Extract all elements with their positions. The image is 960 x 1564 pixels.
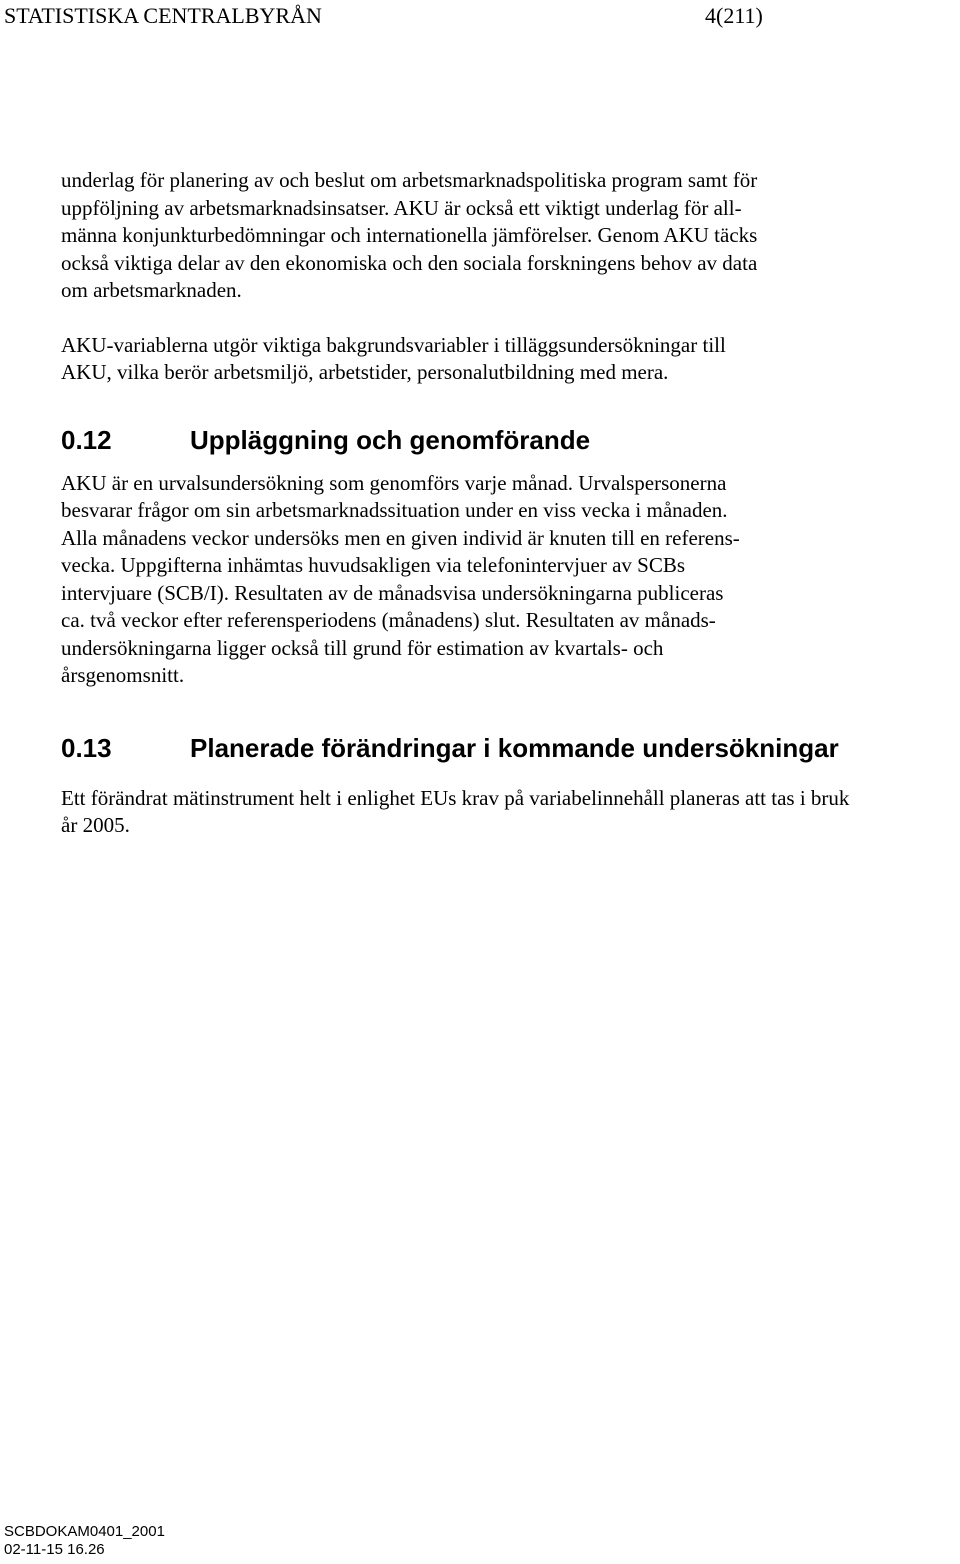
text-line: år 2005. — [61, 813, 130, 837]
text-line: AKU, vilka berör arbetsmiljö, arbetstider, personalutbildning med mera. — [61, 360, 669, 384]
text-line: AKU-variablerna utgör viktiga bakgrundsvariabler i tilläggsundersökningar till — [61, 332, 726, 357]
section-gap — [61, 690, 959, 727]
section-number: 0.12 — [61, 424, 112, 455]
text-line: undersökningarna ligger också till grund för estimation av kvartals- och — [61, 635, 664, 660]
section-title: Planerade förändringar i kommande undersökningar — [190, 732, 839, 763]
text-line: ca. två veckor efter referensperiodens (månadens) slut. Resultaten av månads- — [61, 608, 716, 632]
text-line: Ett förändrat mätinstrument helt i enlighet EUs krav på variabelinnehåll planeras att tas i bruk — [61, 785, 850, 810]
text-line: besvarar frågor om sin arbetsmarknadssituation under en viss vecka i månaden. — [61, 498, 728, 522]
section-number: 0.13 — [61, 732, 112, 763]
document-id: SCBDOKAM0401_2001 — [4, 1523, 165, 1540]
text-line: årsgenomsnitt. — [61, 663, 185, 687]
text-line: intervjuare (SCB/I). Resultaten av de månadsvisa undersökningarna publiceras — [61, 580, 724, 605]
text-line: Alla månadens veckor undersöks men en given individ är knuten till en referens- — [61, 525, 740, 550]
document-body — [61, 167, 959, 840]
paragraph-gap — [61, 305, 959, 332]
page-footer — [4, 1523, 165, 1559]
text-line: om arbetsmarknaden. — [61, 278, 242, 302]
page-number: 4(211) — [705, 3, 763, 28]
text-line: uppföljning av arbetsmarknadsinsatser. AKU är också ett viktigt underlag för all- — [61, 195, 742, 220]
heading-gap — [61, 769, 959, 785]
text-line: vecka. Uppgifterna inhämtas huvudsakligen via telefonintervjuer av SCBs — [61, 553, 686, 577]
text-line: AKU är en urvalsundersökning som genomförs varje månad. Urvalspersonerna — [61, 470, 727, 495]
section-heading-0-13 — [61, 727, 959, 769]
heading-gap — [61, 461, 959, 470]
organization-name: STATISTISKA CENTRALBYRÅN — [4, 3, 322, 28]
intro-paragraph-2 — [61, 332, 959, 387]
text-line: underlag för planering av och beslut om arbetsmarknadspolitiska program samt för — [61, 168, 758, 192]
section-0-12-paragraph — [61, 470, 959, 690]
section-gap — [61, 387, 959, 419]
section-title: Uppläggning och genomförande — [190, 424, 591, 455]
intro-paragraph-1 — [61, 167, 959, 305]
section-heading-0-12 — [61, 419, 959, 461]
print-timestamp: 02-11-15 16.26 — [4, 1541, 105, 1558]
text-line: också viktiga delar av den ekonomiska och den sociala forskningens behov av data — [61, 250, 758, 275]
text-line: männa konjunkturbedömningar och internationella jämförelser. Genom AKU täcks — [61, 223, 758, 247]
section-0-13-paragraph — [61, 785, 959, 840]
